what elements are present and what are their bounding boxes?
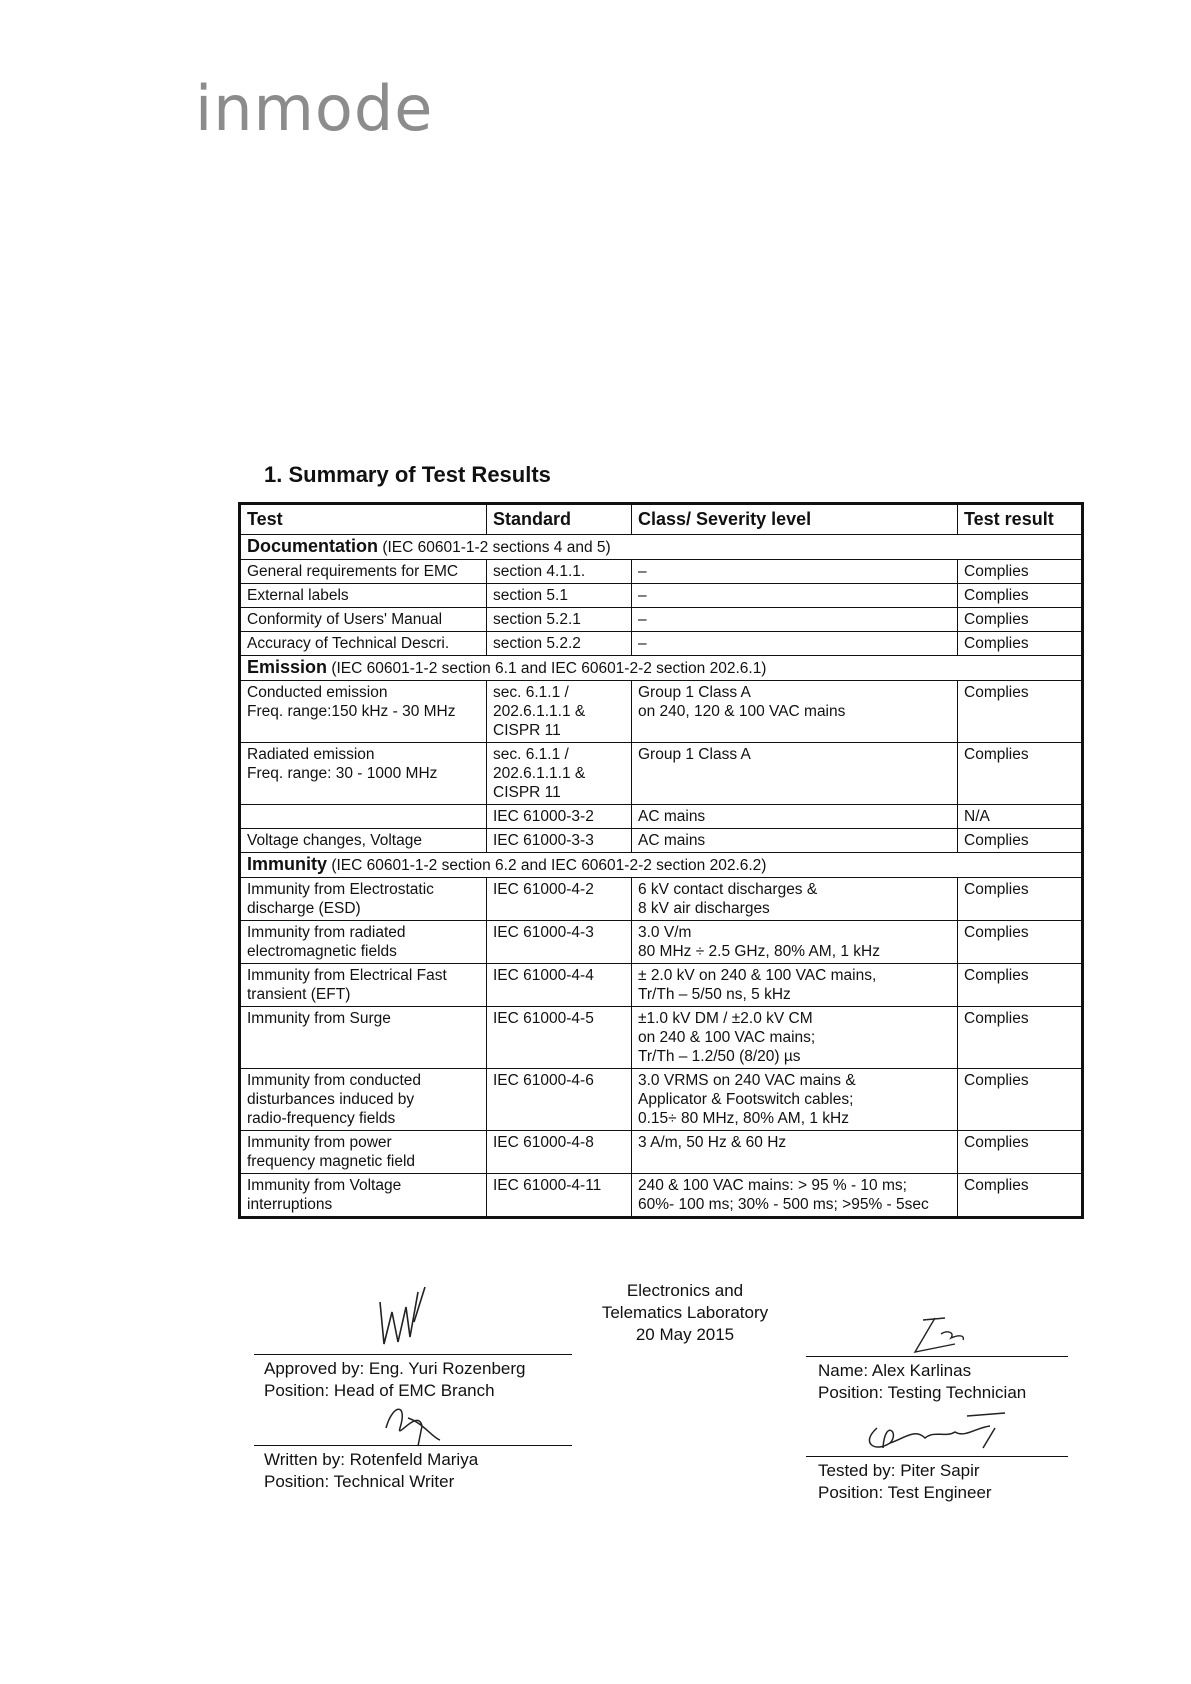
test-line: Freq. range: 30 - 1000 MHz [247, 765, 438, 782]
section-title: 1. Summary of Test Results [264, 462, 551, 487]
severity-line: on 240, 120 & 100 VAC mains [638, 703, 846, 720]
cell-test [240, 878, 487, 921]
standard-line: section 4.1.1. [493, 563, 586, 580]
group-row-emission [240, 656, 1083, 681]
test-line: interruptions [247, 1196, 333, 1213]
approved-signature [370, 1282, 450, 1352]
approved-by: Approved by: Eng. Yuri Rozenberg [264, 1359, 526, 1378]
cell-result: Complies [958, 681, 1083, 743]
cell-result: Complies [958, 1174, 1083, 1218]
cell-standard [487, 1131, 632, 1174]
cell-severity [632, 1069, 958, 1131]
cell-result: Complies [958, 921, 1083, 964]
approved-position: Position: Head of EMC Branch [264, 1381, 495, 1400]
test-line: transient (EFT) [247, 986, 351, 1003]
standard-line: IEC 61000-4-8 [493, 1134, 594, 1151]
group-title [240, 535, 1083, 560]
cell-test [240, 743, 487, 805]
cell-test [240, 681, 487, 743]
table-row [240, 1174, 1083, 1218]
group-row-documentation [240, 535, 1083, 560]
test-line: Conducted emission [247, 684, 388, 701]
cell-standard [487, 584, 632, 608]
standard-line: IEC 61000-4-2 [493, 881, 594, 898]
test-line: External labels [247, 587, 349, 604]
standard-line: IEC 61000-4-5 [493, 1010, 594, 1027]
standard-line: section 5.2.1 [493, 611, 581, 628]
header-result: Test result [958, 504, 1083, 535]
written-position: Position: Technical Writer [264, 1472, 455, 1491]
group-name: Emission [247, 657, 328, 677]
cell-test [240, 805, 487, 829]
standard-line: sec. 6.1.1 / [493, 746, 569, 763]
tested-by: Tested by: Piter Sapir [818, 1461, 980, 1480]
severity-line: – [638, 635, 647, 652]
standard-line: IEC 61000-3-2 [493, 808, 594, 825]
test-results-table [238, 502, 1084, 1219]
lab-block [580, 1280, 790, 1346]
severity-line: – [638, 587, 647, 604]
cell-result: Complies [958, 560, 1083, 584]
cell-standard [487, 829, 632, 853]
severity-line: 240 & 100 VAC mains: > 95 % - 10 ms; [638, 1177, 907, 1194]
test-line: General requirements for EMC [247, 563, 459, 580]
cell-severity [632, 1007, 958, 1069]
standard-line: CISPR 11 [493, 722, 561, 739]
inmode-logo: inmode [195, 72, 434, 145]
severity-line: ±1.0 kV DM / ±2.0 kV CM [638, 1010, 813, 1027]
standard-line: IEC 61000-4-11 [493, 1177, 602, 1194]
table-row [240, 1007, 1083, 1069]
standard-line: IEC 61000-4-3 [493, 924, 594, 941]
severity-line: Tr/Th – 1.2/50 (8/20) µs [638, 1048, 801, 1065]
written-signature [378, 1398, 448, 1448]
severity-line: ± 2.0 kV on 240 & 100 VAC mains, [638, 967, 877, 984]
table-row [240, 743, 1083, 805]
severity-line: 3.0 VRMS on 240 VAC mains & [638, 1072, 856, 1089]
cell-test [240, 1174, 487, 1218]
severity-line: – [638, 563, 647, 580]
test-line: Immunity from Surge [247, 1010, 391, 1027]
cell-result: Complies [958, 632, 1083, 656]
test-line: Immunity from radiated [247, 924, 406, 941]
standard-line: IEC 61000-4-6 [493, 1072, 594, 1089]
name-line: Name: Alex Karlinas [818, 1361, 972, 1380]
cell-test [240, 829, 487, 853]
lab-name-line1: Electronics and [626, 1281, 744, 1300]
cell-standard [487, 1069, 632, 1131]
table-row [240, 608, 1083, 632]
standard-line: sec. 6.1.1 / [493, 684, 569, 701]
cell-severity [632, 805, 958, 829]
group-suffix: (IEC 60601-1-2 sections 4 and 5) [382, 539, 611, 556]
cell-standard [487, 681, 632, 743]
severity-line: 3 A/m, 50 Hz & 60 Hz [638, 1134, 787, 1151]
cell-test [240, 560, 487, 584]
test-line: frequency magnetic field [247, 1153, 416, 1170]
group-suffix: (IEC 60601-1-2 section 6.2 and IEC 60601-2-2 section 202.6.2) [331, 857, 767, 874]
cell-severity [632, 878, 958, 921]
cell-standard [487, 608, 632, 632]
header-standard: Standard [487, 504, 632, 535]
approved-signature-line [254, 1354, 572, 1355]
cell-standard [487, 1174, 632, 1218]
cell-severity [632, 1131, 958, 1174]
table-row [240, 921, 1083, 964]
header-test: Test [240, 504, 487, 535]
tested-signature [855, 1408, 1015, 1458]
test-line [247, 807, 480, 826]
cell-standard [487, 964, 632, 1007]
severity-line: on 240 & 100 VAC mains; [638, 1029, 816, 1046]
cell-result: N/A [958, 805, 1083, 829]
severity-line: Group 1 Class A [638, 746, 751, 763]
test-line: electromagnetic fields [247, 943, 397, 960]
table-row [240, 964, 1083, 1007]
severity-line: 0.15÷ 80 MHz, 80% AM, 1 kHz [638, 1110, 849, 1127]
test-line: radio-frequency fields [247, 1110, 396, 1127]
cell-severity [632, 743, 958, 805]
tested-position: Position: Test Engineer [818, 1483, 992, 1502]
test-line: Immunity from Electrostatic [247, 881, 434, 898]
severity-line: 6 kV contact discharges & [638, 881, 818, 898]
group-row-immunity [240, 853, 1083, 878]
name-signature [905, 1310, 975, 1360]
cell-standard [487, 878, 632, 921]
standard-line: section 5.2.2 [493, 635, 581, 652]
standard-line: IEC 61000-4-4 [493, 967, 594, 984]
name-signature-line [806, 1356, 1068, 1357]
header-severity: Class/ Severity level [632, 504, 958, 535]
table-row [240, 681, 1083, 743]
written-by: Written by: Rotenfeld Mariya [264, 1450, 479, 1469]
written-block [264, 1449, 478, 1493]
cell-test [240, 1069, 487, 1131]
group-suffix: (IEC 60601-1-2 section 6.1 and IEC 60601-2-2 section 202.6.1) [331, 660, 767, 677]
severity-line: Tr/Th – 5/50 ns, 5 kHz [638, 986, 791, 1003]
cell-severity [632, 584, 958, 608]
cell-standard [487, 560, 632, 584]
tested-block [818, 1460, 992, 1504]
cell-result: Complies [958, 1069, 1083, 1131]
test-line: Immunity from power [247, 1134, 392, 1151]
cell-result: Complies [958, 584, 1083, 608]
table-row [240, 878, 1083, 921]
cell-severity [632, 608, 958, 632]
tested-signature-line [806, 1456, 1068, 1457]
standard-line: CISPR 11 [493, 784, 561, 801]
cell-standard [487, 632, 632, 656]
cell-result: Complies [958, 1131, 1083, 1174]
standard-line: 202.6.1.1.1 & [493, 765, 586, 782]
standard-line: IEC 61000-3-3 [493, 832, 594, 849]
cell-severity [632, 632, 958, 656]
cell-standard [487, 805, 632, 829]
name-block [818, 1360, 1026, 1404]
table-row [240, 1131, 1083, 1174]
standard-line: section 5.1 [493, 587, 568, 604]
cell-result: Complies [958, 829, 1083, 853]
table-row [240, 632, 1083, 656]
table-header-row [240, 504, 1083, 535]
table-row [240, 584, 1083, 608]
table-row [240, 1069, 1083, 1131]
group-name: Documentation [247, 536, 379, 556]
cell-severity [632, 1174, 958, 1218]
written-signature-line [254, 1445, 572, 1446]
table-row [240, 829, 1083, 853]
cell-test [240, 608, 487, 632]
table-row [240, 560, 1083, 584]
cell-standard [487, 1007, 632, 1069]
table-row [240, 805, 1083, 829]
cell-result: Complies [958, 964, 1083, 1007]
cell-test [240, 921, 487, 964]
lab-date: 20 May 2015 [635, 1325, 735, 1344]
approved-block [264, 1358, 525, 1402]
severity-line: 60%- 100 ms; 30% - 500 ms; >95% - 5sec [638, 1196, 929, 1213]
test-line: Immunity from conducted [247, 1072, 422, 1089]
cell-standard [487, 743, 632, 805]
cell-severity [632, 829, 958, 853]
group-name: Immunity [247, 854, 328, 874]
cell-severity [632, 921, 958, 964]
test-line: Immunity from Voltage [247, 1177, 402, 1194]
test-line: discharge (ESD) [247, 900, 361, 917]
severity-line: 8 kV air discharges [638, 900, 770, 917]
severity-line: AC mains [638, 832, 706, 849]
test-line: Voltage changes, Voltage [247, 832, 422, 849]
standard-line: 202.6.1.1.1 & [493, 703, 586, 720]
severity-line: Applicator & Footswitch cables; [638, 1091, 854, 1108]
cell-standard [487, 921, 632, 964]
cell-test [240, 964, 487, 1007]
cell-test [240, 1131, 487, 1174]
name-position: Position: Testing Technician [818, 1383, 1027, 1402]
severity-line: – [638, 611, 647, 628]
cell-result: Complies [958, 743, 1083, 805]
cell-severity [632, 681, 958, 743]
test-line: Conformity of Users' Manual [247, 611, 443, 628]
cell-severity [632, 560, 958, 584]
cell-result: Complies [958, 608, 1083, 632]
severity-line: 80 MHz ÷ 2.5 GHz, 80% AM, 1 kHz [638, 943, 880, 960]
severity-line: Group 1 Class A [638, 684, 751, 701]
test-line: Freq. range:150 kHz - 30 MHz [247, 703, 456, 720]
group-title [240, 656, 1083, 681]
cell-severity [632, 964, 958, 1007]
test-line: Radiated emission [247, 746, 375, 763]
severity-line: AC mains [638, 808, 706, 825]
test-line: disturbances induced by [247, 1091, 415, 1108]
table-body [240, 535, 1083, 1218]
severity-line: 3.0 V/m [638, 924, 692, 941]
cell-test [240, 584, 487, 608]
test-line: Accuracy of Technical Descri. [247, 635, 450, 652]
cell-result: Complies [958, 1007, 1083, 1069]
lab-name-line2: Telematics Laboratory [601, 1303, 769, 1322]
cell-test [240, 632, 487, 656]
cell-test [240, 1007, 487, 1069]
cell-result: Complies [958, 878, 1083, 921]
test-line: Immunity from Electrical Fast [247, 967, 447, 984]
group-title [240, 853, 1083, 878]
